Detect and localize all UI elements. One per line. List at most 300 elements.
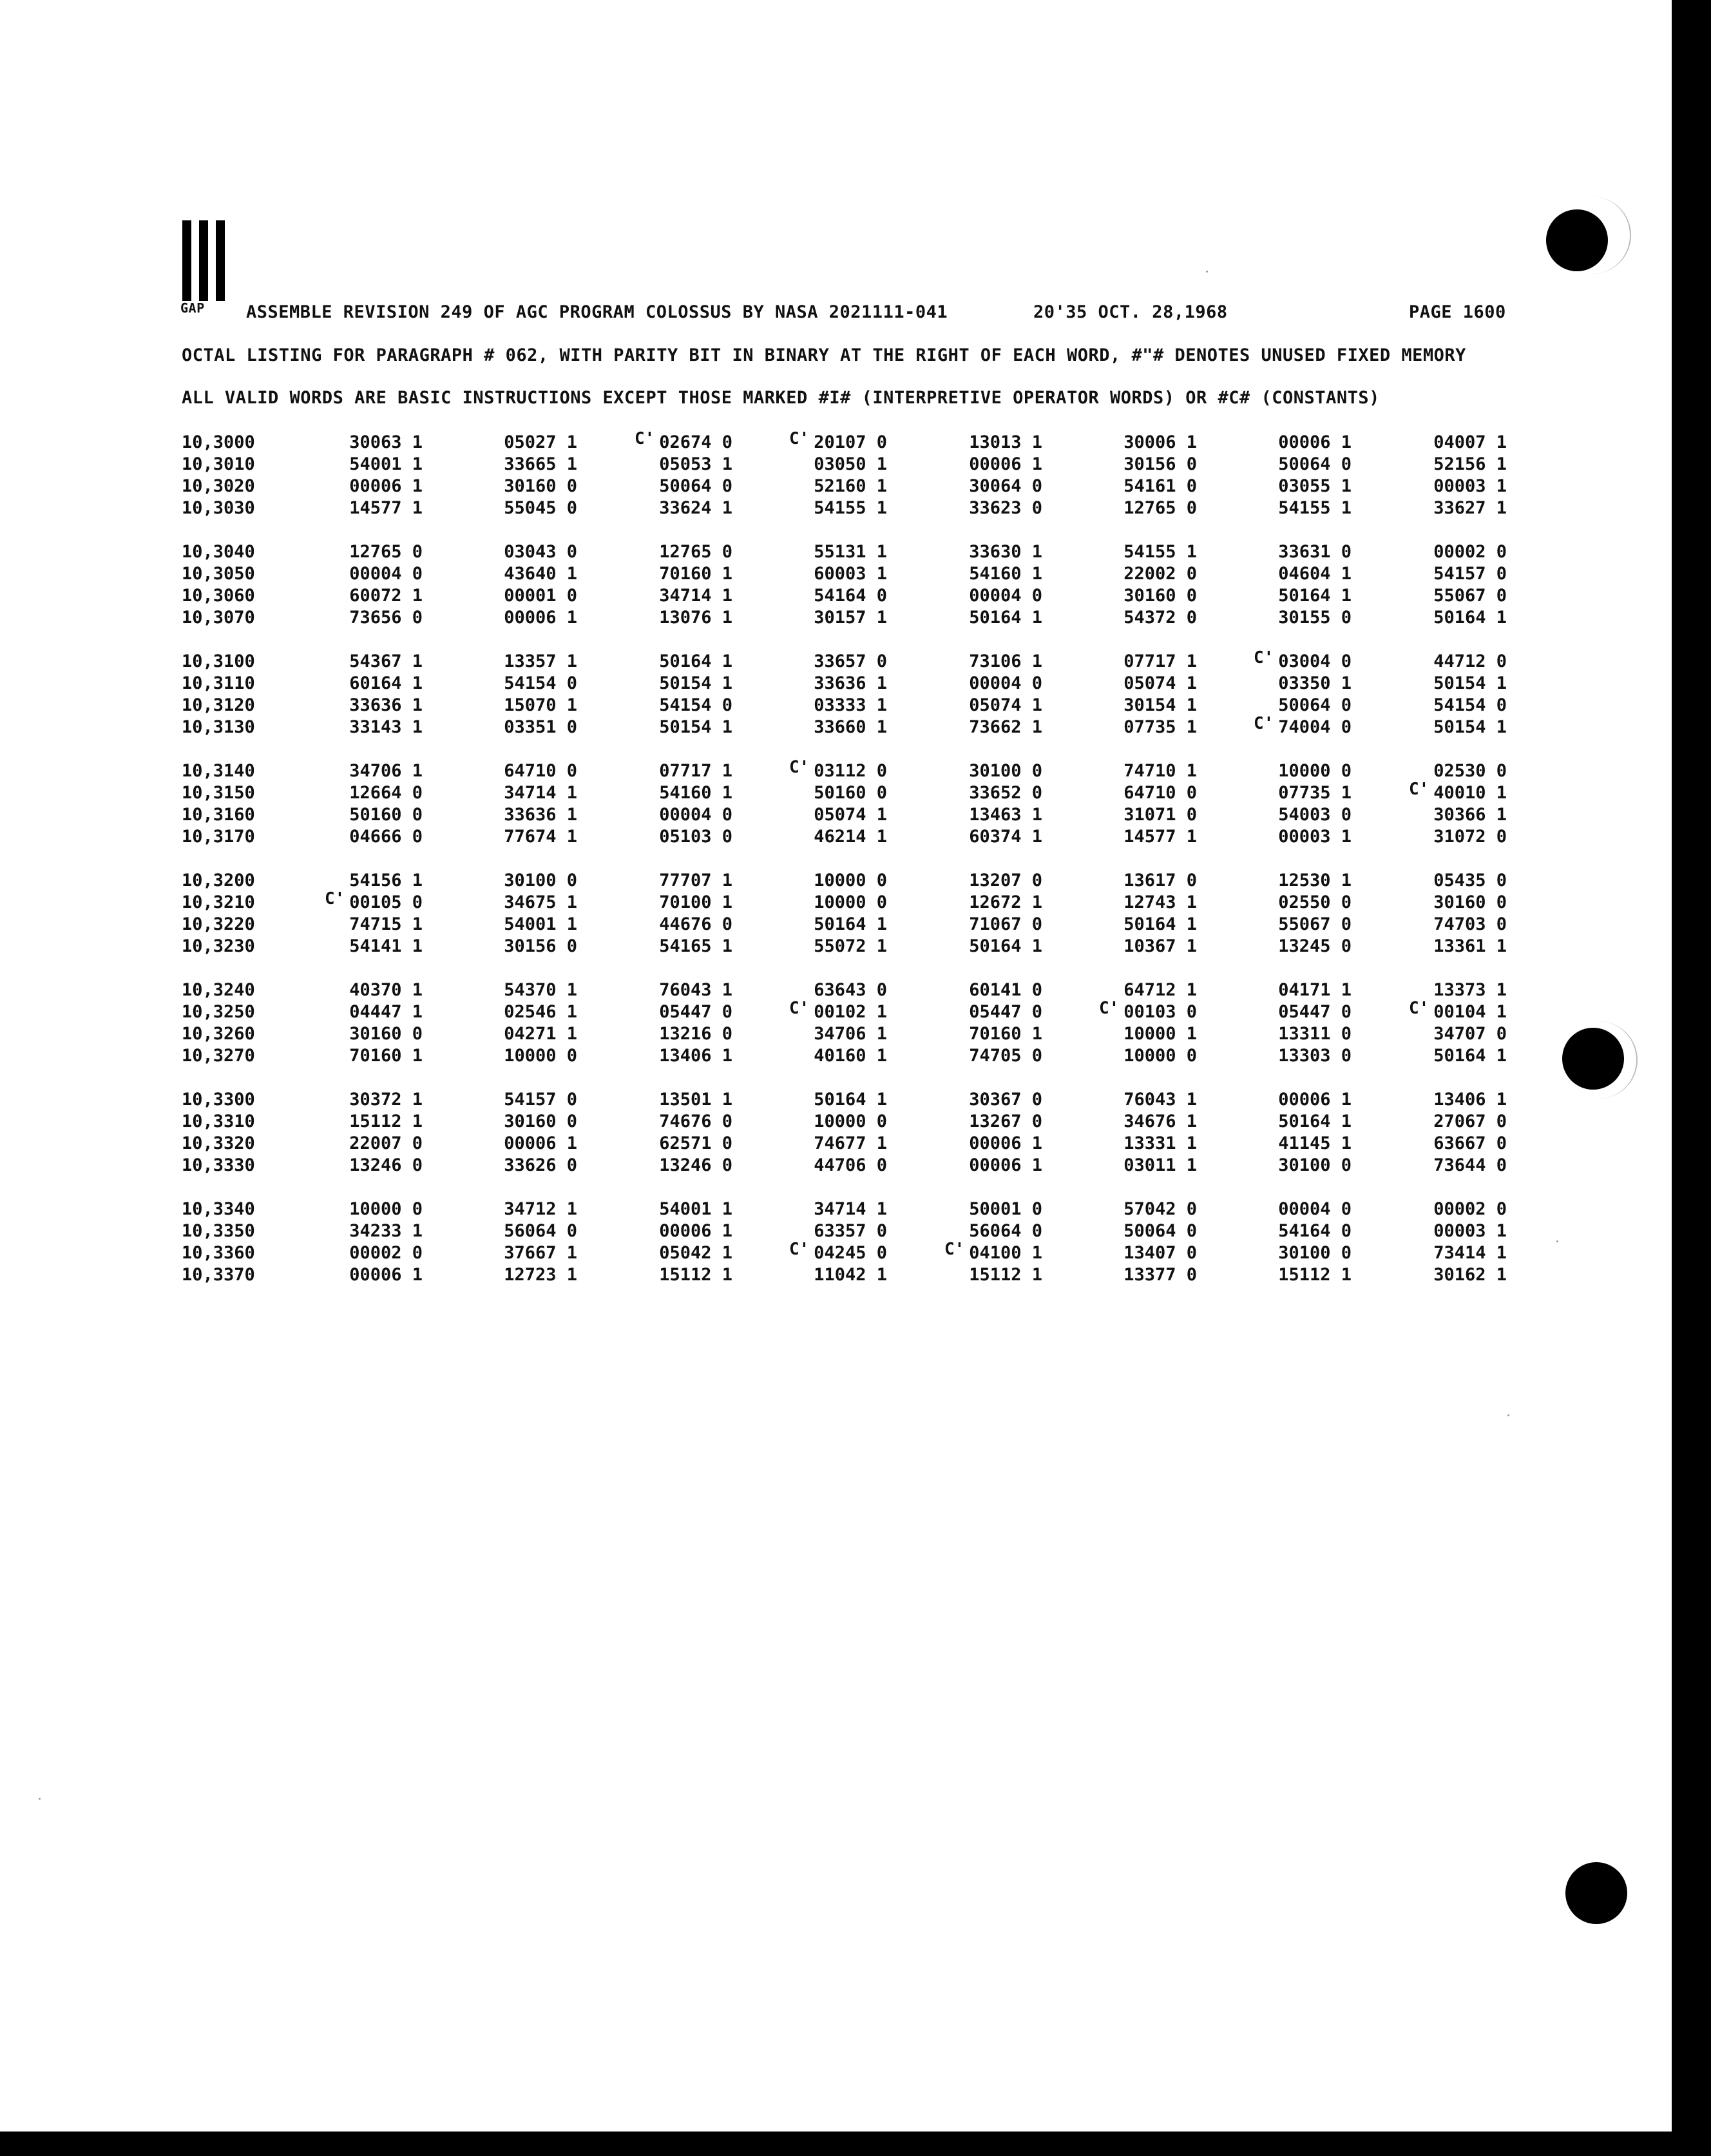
octal-word-cell: 12530 1 <box>1278 871 1352 890</box>
octal-word-cell: 50164 1 <box>814 914 887 934</box>
table-row <box>0 889 1675 914</box>
octal-word-cell: 03055 1 <box>1278 476 1352 496</box>
octal-word-cell: 07735 1 <box>1123 717 1197 737</box>
octal-word-cell: 54160 1 <box>969 564 1042 584</box>
octal-word-cell: 05435 0 <box>1433 871 1507 890</box>
octal-word-cell: 50160 0 <box>349 805 423 825</box>
octal-word-cell: 73106 1 <box>969 651 1042 671</box>
address-cell: 10,3020 <box>182 476 255 496</box>
octal-word-cell: 64710 0 <box>504 761 577 781</box>
octal-word-cell: 13331 1 <box>1123 1133 1197 1153</box>
scan-speck <box>39 1798 41 1800</box>
octal-word-cell: 50164 1 <box>814 1090 887 1110</box>
octal-word-cell: 43640 1 <box>504 564 577 584</box>
octal-word-cell: 31071 0 <box>1123 805 1197 825</box>
octal-word-cell: 03050 1 <box>814 454 887 474</box>
address-cell: 10,3270 <box>182 1046 255 1066</box>
address-cell: 10,3240 <box>182 980 255 1000</box>
octal-word-cell: 33665 1 <box>504 454 577 474</box>
octal-word-cell: 73414 1 <box>1433 1243 1507 1263</box>
octal-word-cell: 10000 0 <box>1278 761 1352 781</box>
octal-word-cell: 12765 0 <box>349 542 423 562</box>
octal-word-cell: 60164 1 <box>349 673 423 693</box>
octal-word-cell: 73644 0 <box>1433 1155 1507 1175</box>
octal-word-cell: 34706 1 <box>814 1024 887 1044</box>
page-number: PAGE 1600 <box>1409 302 1506 322</box>
table-row <box>0 1265 1675 1287</box>
listing-description: OCTAL LISTING FOR PARAGRAPH # 062, WITH PARITY BIT IN BINARY AT THE RIGHT OF EACH WORD, #"# DENOTES UNUSED FIXED MEMORY <box>182 345 1466 365</box>
address-cell: 10,3310 <box>182 1112 255 1131</box>
address-cell: 10,3210 <box>182 892 255 912</box>
octal-word-cell: 50164 1 <box>1433 1046 1507 1066</box>
octal-word-cell: 13406 1 <box>659 1046 732 1066</box>
octal-word-cell: 15112 1 <box>969 1265 1042 1285</box>
constant-marker: C' <box>1254 648 1274 668</box>
address-cell: 10,3050 <box>182 564 255 584</box>
octal-word-cell: 03350 1 <box>1278 673 1352 693</box>
octal-word-cell: 30372 1 <box>349 1090 423 1110</box>
octal-word-cell: 50064 0 <box>1278 454 1352 474</box>
octal-word-cell: 03333 1 <box>814 695 887 715</box>
octal-word-cell: 34707 0 <box>1433 1024 1507 1044</box>
octal-word-cell: 33630 1 <box>969 542 1042 562</box>
octal-word-cell: 13267 0 <box>969 1112 1042 1131</box>
octal-word-cell: 44706 0 <box>814 1155 887 1175</box>
table-row <box>0 1024 1675 1046</box>
octal-word-cell: 34706 1 <box>349 761 423 781</box>
octal-word-cell: 33657 0 <box>814 651 887 671</box>
octal-word-cell: 30156 0 <box>1123 454 1197 474</box>
octal-word-cell: 03112 0 <box>814 761 887 781</box>
octal-word-cell: 05074 1 <box>1123 673 1197 693</box>
octal-word-cell: 64710 0 <box>1123 783 1197 803</box>
octal-word-cell: 55045 0 <box>504 498 577 518</box>
octal-word-cell: 34712 1 <box>504 1199 577 1219</box>
constant-marker: C' <box>1099 999 1120 1018</box>
octal-word-cell: 30100 0 <box>1278 1243 1352 1263</box>
octal-word-cell: 76043 1 <box>1123 1090 1197 1110</box>
octal-word-cell: 00004 0 <box>969 586 1042 606</box>
assembly-title: ASSEMBLE REVISION 249 OF AGC PROGRAM COLOSSUS BY NASA 2021111-041 <box>246 302 948 322</box>
octal-word-cell: 71067 0 <box>969 914 1042 934</box>
octal-word-cell: 50160 0 <box>814 783 887 803</box>
octal-word-cell: 74703 0 <box>1433 914 1507 934</box>
octal-word-cell: 13501 1 <box>659 1090 732 1110</box>
address-cell: 10,3070 <box>182 608 255 628</box>
octal-word-cell: 70160 1 <box>969 1024 1042 1044</box>
octal-word-cell: 30157 1 <box>814 608 887 628</box>
octal-word-cell: 33631 0 <box>1278 542 1352 562</box>
address-cell: 10,3340 <box>182 1199 255 1219</box>
octal-word-cell: 70100 1 <box>659 892 732 912</box>
table-row <box>0 564 1675 586</box>
octal-word-cell: 76043 1 <box>659 980 732 1000</box>
octal-word-cell: 14577 1 <box>349 498 423 518</box>
octal-word-cell: 30160 0 <box>1433 892 1507 912</box>
constant-marker: C' <box>1254 714 1274 733</box>
octal-word-cell: 00006 1 <box>1278 432 1352 452</box>
octal-word-cell: 02530 0 <box>1433 761 1507 781</box>
octal-word-cell: 50164 1 <box>1123 914 1197 934</box>
octal-word-cell: 54164 0 <box>1278 1221 1352 1241</box>
octal-word-cell: 05447 0 <box>969 1002 1042 1022</box>
octal-word-cell: 13076 1 <box>659 608 732 628</box>
octal-word-cell: 73656 0 <box>349 608 423 628</box>
octal-word-cell: 30006 1 <box>1123 432 1197 452</box>
octal-word-cell: 13357 1 <box>504 651 577 671</box>
octal-word-cell: 74710 1 <box>1123 761 1197 781</box>
octal-word-cell: 50064 0 <box>659 476 732 496</box>
octal-word-cell: 52156 1 <box>1433 454 1507 474</box>
octal-word-cell: 04100 1 <box>969 1243 1042 1263</box>
address-cell: 10,3220 <box>182 914 255 934</box>
octal-word-cell: 00006 1 <box>349 476 423 496</box>
address-cell: 10,3370 <box>182 1265 255 1285</box>
table-row <box>0 454 1675 476</box>
octal-word-cell: 74677 1 <box>814 1133 887 1153</box>
octal-word-cell: 33627 1 <box>1433 498 1507 518</box>
scan-speck <box>1507 1414 1509 1416</box>
octal-word-cell: 30064 0 <box>969 476 1042 496</box>
octal-word-cell: 44712 0 <box>1433 651 1507 671</box>
address-cell: 10,3110 <box>182 673 255 693</box>
octal-word-cell: 13246 0 <box>659 1155 732 1175</box>
octal-word-cell: 63667 0 <box>1433 1133 1507 1153</box>
octal-word-cell: 50164 1 <box>1278 586 1352 606</box>
octal-word-cell: 15112 1 <box>659 1265 732 1285</box>
octal-word-cell: 54154 0 <box>1433 695 1507 715</box>
octal-word-cell: 00105 0 <box>349 892 423 912</box>
octal-word-cell: 54155 1 <box>1278 498 1352 518</box>
address-cell: 10,3120 <box>182 695 255 715</box>
octal-word-cell: 00006 1 <box>349 1265 423 1285</box>
octal-word-cell: 00006 1 <box>659 1221 732 1241</box>
octal-word-cell: 50164 1 <box>1278 1112 1352 1131</box>
octal-word-cell: 34714 1 <box>504 783 577 803</box>
table-row <box>0 648 1675 673</box>
octal-word-cell: 20107 0 <box>814 432 887 452</box>
octal-word-cell: 13216 0 <box>659 1024 732 1044</box>
octal-word-cell: 54372 0 <box>1123 608 1197 628</box>
octal-word-cell: 50164 1 <box>969 936 1042 956</box>
octal-word-cell: 54370 1 <box>504 980 577 1000</box>
octal-word-cell: 30100 0 <box>504 871 577 890</box>
octal-word-cell: 34675 1 <box>504 892 577 912</box>
octal-word-cell: 00004 0 <box>969 673 1042 693</box>
octal-word-cell: 22002 0 <box>1123 564 1197 584</box>
table-row <box>0 1046 1675 1068</box>
octal-word-cell: 05074 1 <box>814 805 887 825</box>
octal-word-cell: 05447 0 <box>659 1002 732 1022</box>
octal-word-cell: 54157 0 <box>504 1090 577 1110</box>
table-row <box>0 827 1675 849</box>
address-cell: 10,3000 <box>182 432 255 452</box>
table-row <box>0 542 1675 564</box>
octal-word-cell: 00103 0 <box>1123 1002 1197 1022</box>
octal-word-cell: 10000 1 <box>1123 1024 1197 1044</box>
octal-word-cell: 05027 1 <box>504 432 577 452</box>
octal-word-cell: 10000 0 <box>1123 1046 1197 1066</box>
octal-word-cell: 13406 1 <box>1433 1090 1507 1110</box>
address-cell: 10,3230 <box>182 936 255 956</box>
octal-word-cell: 50164 1 <box>659 651 732 671</box>
octal-word-cell: 50154 1 <box>659 717 732 737</box>
octal-word-cell: 12765 0 <box>1123 498 1197 518</box>
octal-word-cell: 60141 0 <box>969 980 1042 1000</box>
octal-word-cell: 54164 0 <box>814 586 887 606</box>
table-row <box>0 871 1675 892</box>
octal-word-cell: 50064 0 <box>1278 695 1352 715</box>
octal-word-cell: 77707 1 <box>659 871 732 890</box>
octal-word-cell: 30063 1 <box>349 432 423 452</box>
octal-word-cell: 56064 0 <box>969 1221 1042 1241</box>
scan-speck <box>1206 271 1208 273</box>
octal-word-cell: 05103 0 <box>659 827 732 847</box>
octal-word-cell: 05053 1 <box>659 454 732 474</box>
octal-word-cell: 10000 0 <box>504 1046 577 1066</box>
octal-word-cell: 15070 1 <box>504 695 577 715</box>
address-cell: 10,3360 <box>182 1243 255 1263</box>
octal-word-cell: 13361 1 <box>1433 936 1507 956</box>
octal-word-cell: 13407 0 <box>1123 1243 1197 1263</box>
octal-word-cell: 03004 0 <box>1278 651 1352 671</box>
address-cell: 10,3100 <box>182 651 255 671</box>
octal-word-cell: 10000 0 <box>814 871 887 890</box>
octal-word-cell: 13377 0 <box>1123 1265 1197 1285</box>
octal-word-cell: 40160 1 <box>814 1046 887 1066</box>
octal-word-cell: 12723 1 <box>504 1265 577 1285</box>
octal-word-cell: 00006 1 <box>969 1155 1042 1175</box>
table-row <box>0 498 1675 520</box>
table-row <box>0 608 1675 630</box>
octal-word-cell: 00002 0 <box>349 1243 423 1263</box>
table-row <box>0 936 1675 958</box>
address-cell: 10,3300 <box>182 1090 255 1110</box>
constant-marker: C' <box>789 1240 810 1259</box>
octal-word-cell: 50064 0 <box>1123 1221 1197 1241</box>
octal-word-cell: 07717 1 <box>659 761 732 781</box>
octal-word-cell: 15112 1 <box>1278 1265 1352 1285</box>
octal-word-cell: 30154 1 <box>1123 695 1197 715</box>
octal-word-cell: 55131 1 <box>814 542 887 562</box>
octal-word-cell: 63643 0 <box>814 980 887 1000</box>
octal-word-cell: 54154 0 <box>659 695 732 715</box>
constant-marker: C' <box>789 758 810 777</box>
address-cell: 10,3140 <box>182 761 255 781</box>
octal-word-cell: 73662 1 <box>969 717 1042 737</box>
octal-word-cell: 13617 0 <box>1123 871 1197 890</box>
octal-word-cell: 74004 0 <box>1278 717 1352 737</box>
corner-mark: GAP <box>180 300 205 316</box>
octal-word-cell: 04271 1 <box>504 1024 577 1044</box>
octal-word-cell: 54367 1 <box>349 651 423 671</box>
octal-word-cell: 22007 0 <box>349 1133 423 1153</box>
octal-word-cell: 33143 1 <box>349 717 423 737</box>
address-cell: 10,3250 <box>182 1002 255 1022</box>
octal-word-cell: 30160 0 <box>1123 586 1197 606</box>
octal-word-cell: 74715 1 <box>349 914 423 934</box>
octal-word-cell: 00003 1 <box>1433 1221 1507 1241</box>
octal-word-cell: 54161 0 <box>1123 476 1197 496</box>
octal-word-cell: 00003 1 <box>1433 476 1507 496</box>
octal-word-cell: 54001 1 <box>504 914 577 934</box>
octal-word-cell: 33636 1 <box>349 695 423 715</box>
octal-word-cell: 00006 1 <box>504 1133 577 1153</box>
octal-word-cell: 46214 1 <box>814 827 887 847</box>
octal-word-cell: 33624 1 <box>659 498 732 518</box>
table-row <box>0 1240 1675 1265</box>
octal-word-cell: 54003 0 <box>1278 805 1352 825</box>
octal-word-cell: 34714 1 <box>659 586 732 606</box>
octal-word-cell: 05074 1 <box>969 695 1042 715</box>
octal-word-cell: 02550 0 <box>1278 892 1352 912</box>
octal-word-cell: 14577 1 <box>1123 827 1197 847</box>
octal-word-cell: 56064 0 <box>504 1221 577 1241</box>
octal-word-cell: 34233 1 <box>349 1221 423 1241</box>
octal-word-cell: 30366 1 <box>1433 805 1507 825</box>
table-row <box>0 805 1675 827</box>
octal-word-cell: 55067 0 <box>1278 914 1352 934</box>
octal-word-cell: 30156 0 <box>504 936 577 956</box>
constant-marker: C' <box>1409 999 1429 1018</box>
octal-word-cell: 50164 1 <box>1433 608 1507 628</box>
octal-word-cell: 54155 1 <box>814 498 887 518</box>
punch-hole-icon <box>1565 1862 1627 1924</box>
table-row <box>0 1155 1675 1177</box>
octal-word-cell: 64712 1 <box>1123 980 1197 1000</box>
octal-word-cell: 54157 0 <box>1433 564 1507 584</box>
octal-word-cell: 74705 0 <box>969 1046 1042 1066</box>
octal-word-cell: 02546 1 <box>504 1002 577 1022</box>
octal-word-cell: 50164 1 <box>969 608 1042 628</box>
octal-word-cell: 00006 1 <box>1278 1090 1352 1110</box>
octal-word-cell: 13463 1 <box>969 805 1042 825</box>
octal-word-cell: 00002 0 <box>1433 1199 1507 1219</box>
table-row <box>0 1112 1675 1133</box>
octal-word-cell: 00006 1 <box>504 608 577 628</box>
octal-word-cell: 63357 0 <box>814 1221 887 1241</box>
octal-word-cell: 00004 0 <box>1278 1199 1352 1219</box>
octal-word-cell: 54141 1 <box>349 936 423 956</box>
table-row <box>0 476 1675 498</box>
octal-word-cell: 10000 0 <box>349 1199 423 1219</box>
octal-word-cell: 30100 0 <box>969 761 1042 781</box>
table-row <box>0 673 1675 695</box>
octal-word-cell: 31072 0 <box>1433 827 1507 847</box>
octal-word-cell: 50154 1 <box>659 673 732 693</box>
octal-word-cell: 13013 1 <box>969 432 1042 452</box>
octal-word-cell: 27067 0 <box>1433 1112 1507 1131</box>
octal-word-cell: 70160 1 <box>659 564 732 584</box>
table-row <box>0 586 1675 608</box>
octal-word-cell: 04666 0 <box>349 827 423 847</box>
octal-word-cell: 60374 1 <box>969 827 1042 847</box>
octal-word-cell: 30160 0 <box>349 1024 423 1044</box>
address-cell: 10,3320 <box>182 1133 255 1153</box>
octal-word-cell: 57042 0 <box>1123 1199 1197 1219</box>
octal-word-cell: 04007 1 <box>1433 432 1507 452</box>
octal-word-cell: 03043 0 <box>504 542 577 562</box>
octal-word-cell: 40370 1 <box>349 980 423 1000</box>
octal-word-cell: 54156 1 <box>349 871 423 890</box>
octal-word-cell: 33660 1 <box>814 717 887 737</box>
table-row <box>0 695 1675 717</box>
address-cell: 10,3150 <box>182 783 255 803</box>
octal-word-cell: 00001 0 <box>504 586 577 606</box>
octal-word-cell: 04171 1 <box>1278 980 1352 1000</box>
octal-word-cell: 10367 1 <box>1123 936 1197 956</box>
constant-marker: C' <box>944 1240 965 1259</box>
assembly-timestamp: 20'35 OCT. 28,1968 <box>1033 302 1228 322</box>
address-cell: 10,3350 <box>182 1221 255 1241</box>
octal-word-cell: 04245 0 <box>814 1243 887 1263</box>
octal-word-cell: 62571 0 <box>659 1133 732 1153</box>
address-cell: 10,3170 <box>182 827 255 847</box>
octal-word-cell: 07735 1 <box>1278 783 1352 803</box>
octal-word-cell: 12765 0 <box>659 542 732 562</box>
octal-word-cell: 30367 0 <box>969 1090 1042 1110</box>
octal-word-cell: 13303 0 <box>1278 1046 1352 1066</box>
octal-word-cell: 33623 0 <box>969 498 1042 518</box>
constant-marker: C' <box>789 429 810 448</box>
octal-word-cell: 00003 1 <box>1278 827 1352 847</box>
address-cell: 10,3060 <box>182 586 255 606</box>
constant-marker: C' <box>325 889 345 909</box>
address-cell: 10,3160 <box>182 805 255 825</box>
octal-word-cell: 77674 1 <box>504 827 577 847</box>
address-cell: 10,3130 <box>182 717 255 737</box>
table-row <box>0 714 1675 739</box>
octal-word-cell: 13207 0 <box>969 871 1042 890</box>
address-cell: 10,3260 <box>182 1024 255 1044</box>
table-row <box>0 1133 1675 1155</box>
octal-word-cell: 12664 0 <box>349 783 423 803</box>
address-cell: 10,3010 <box>182 454 255 474</box>
address-cell: 10,3030 <box>182 498 255 518</box>
octal-word-cell: 60072 1 <box>349 586 423 606</box>
octal-word-cell: 00004 0 <box>659 805 732 825</box>
octal-word-cell: 05042 1 <box>659 1243 732 1263</box>
octal-word-cell: 13245 0 <box>1278 936 1352 956</box>
octal-word-cell: 50001 0 <box>969 1199 1042 1219</box>
constant-marker: C' <box>1409 780 1429 799</box>
octal-word-cell: 40010 1 <box>1433 783 1507 803</box>
octal-word-cell: 07717 1 <box>1123 651 1197 671</box>
octal-word-cell: 13246 0 <box>349 1155 423 1175</box>
octal-word-cell: 30100 0 <box>1278 1155 1352 1175</box>
octal-word-cell: 33626 0 <box>504 1155 577 1175</box>
octal-word-cell: 54165 1 <box>659 936 732 956</box>
octal-word-cell: 30160 0 <box>504 1112 577 1131</box>
octal-word-cell: 54160 1 <box>659 783 732 803</box>
octal-word-cell: 52160 1 <box>814 476 887 496</box>
table-row <box>0 1221 1675 1243</box>
table-row <box>0 914 1675 936</box>
address-cell: 10,3200 <box>182 871 255 890</box>
octal-word-cell: 54155 1 <box>1123 542 1197 562</box>
octal-word-cell: 10000 0 <box>814 1112 887 1131</box>
octal-word-cell: 37667 1 <box>504 1243 577 1263</box>
address-cell: 10,3330 <box>182 1155 255 1175</box>
octal-word-cell: 12743 1 <box>1123 892 1197 912</box>
octal-word-cell: 02674 0 <box>659 432 732 452</box>
octal-word-cell: 00102 1 <box>814 1002 887 1022</box>
octal-word-cell: 03351 0 <box>504 717 577 737</box>
constant-marker: C' <box>635 429 655 448</box>
octal-word-cell: 00002 0 <box>1433 542 1507 562</box>
octal-word-cell: 30155 0 <box>1278 608 1352 628</box>
octal-word-cell: 04447 1 <box>349 1002 423 1022</box>
